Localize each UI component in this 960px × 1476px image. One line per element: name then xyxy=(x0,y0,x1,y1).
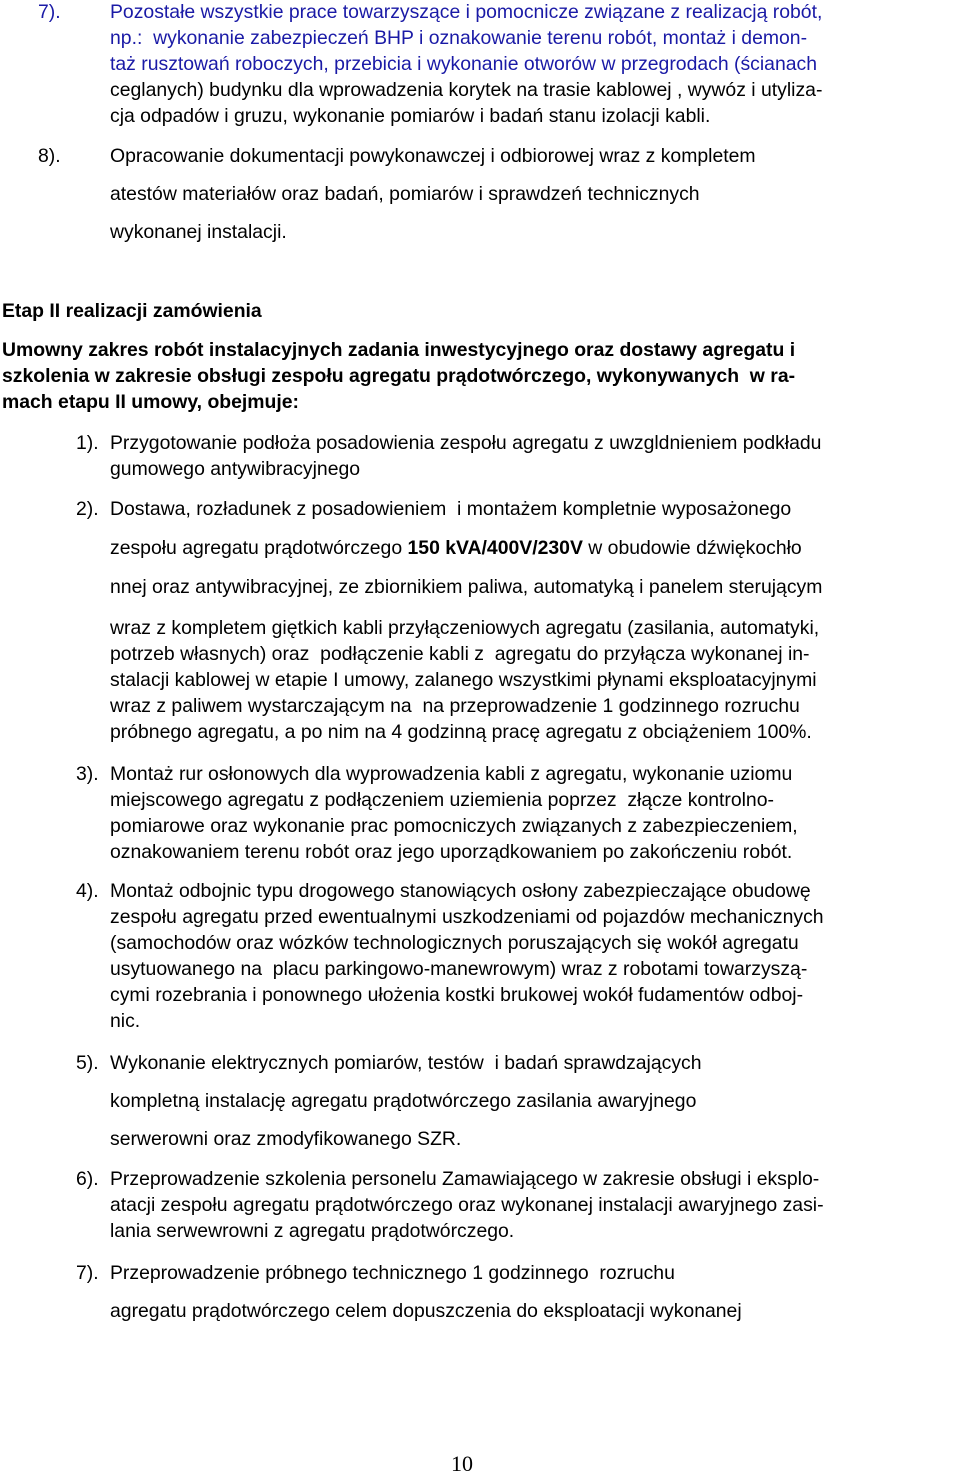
item-text-line: miejscowego agregatu z podłączeniem uziemienia poprzez złącze kontrolno- xyxy=(110,789,774,811)
item-text-line: gumowego antywibracyjnego xyxy=(110,458,361,480)
item-text-line: atestów materiałów oraz badań, pomiarów i sprawdzeń technicznych xyxy=(110,183,700,205)
scope-text-line: Umowny zakres robót instalacyjnych zadania inwestycyjnego oraz dostawy agregatu i xyxy=(2,339,796,361)
item-number: 7). xyxy=(38,1,61,23)
item-text-line: nic. xyxy=(110,1010,141,1032)
item-number: 8). xyxy=(38,145,61,167)
item-number: 4). xyxy=(76,880,99,902)
item-text-line: próbnego agregatu, a po nim na 4 godzinną pracę agregatu z obciążeniem 100%. xyxy=(110,721,812,743)
item-text-line: pomiarowe oraz wykonanie prac pomocniczych związanych z zabezpieczeniem, xyxy=(110,815,798,837)
item-number: 5). xyxy=(76,1052,99,1074)
item-text-line: (samochodów oraz wózków technologicznych poruszających się wokół agregatu xyxy=(110,932,799,954)
item-number: 3). xyxy=(76,763,99,785)
item-text-line: oznakowaniem terenu robót oraz jego uporządkowaniem po zakończeniu robót. xyxy=(110,841,793,863)
item-text-line: Opracowanie dokumentacji powykonawczej i odbiorowej wraz z kompletem xyxy=(110,145,756,167)
item-text-line: Przeprowadzenie szkolenia personelu Zamawiającego w zakresie obsługi i eksplo- xyxy=(110,1168,820,1190)
item-text-line: Dostawa, rozładunek z posadowieniem i montażem kompletnie wyposażonego xyxy=(110,498,792,520)
item-text-line: nnej oraz antywibracyjnej, ze zbiornikiem paliwa, automatyką i panelem sterującym xyxy=(110,576,823,598)
page-number: 10 xyxy=(451,1451,473,1476)
item-text-line: Przygotowanie podłoża posadowienia zespołu agregatu z uwzgldnieniem podkładu xyxy=(110,432,822,454)
item-text-line: cja odpadów i gruzu, wykonanie pomiarów i badań stanu izolacji kabli. xyxy=(110,105,711,127)
item-text-line: wraz z kompletem giętkich kabli przyłączeniowych agregatu (zasilania, automatyki, xyxy=(110,617,820,639)
item-text-line: Montaż odbojnic typu drogowego stanowiących osłony zabezpieczające obudowę xyxy=(110,880,811,902)
item-text-line: wraz z paliwem wystarczającym na na przeprowadzenie 1 godzinnego rozruchu xyxy=(110,695,800,717)
item-text-line: Wykonanie elektrycznych pomiarów, testów i badań sprawdzających xyxy=(110,1052,702,1074)
item-text-line: serwerowni oraz zmodyfikowanego SZR. xyxy=(110,1128,462,1150)
section-heading: Etap II realizacji zamówienia xyxy=(2,300,262,322)
item-text-line: Pozostałe wszystkie prace towarzyszące i pomocnicze związane z realizacją robót, xyxy=(110,1,823,23)
scope-text-line: szkolenia w zakresie obsługi zespołu agregatu prądotwórczego, wykonywanych w ra- xyxy=(2,365,796,387)
item-text-line: kompletną instalację agregatu prądotwórczego zasilania awaryjnego xyxy=(110,1090,697,1112)
item-text-line: agregatu prądotwórczego celem dopuszczenia do eksploatacji wykonanej xyxy=(110,1300,742,1322)
item-text-line: np.: wykonanie zabezpieczeń BHP i oznakowanie terenu robót, montaż i demon- xyxy=(110,27,808,49)
item-text-line: lania serwewrowni z agregatu prądotwórczego. xyxy=(110,1220,515,1242)
item-text-line: Montaż rur osłonowych dla wyprowadzenia kabli z agregatu, wykonanie uziomu xyxy=(110,763,793,785)
item-number: 2). xyxy=(76,498,99,520)
item-text-line: cymi rozebrania i ponownego ułożenia kostki brukowej wokół fudamentów odboj- xyxy=(110,984,804,1006)
item-text-line: atacji zespołu agregatu prądotwórczego oraz wykonanej instalacji awaryjnego zasi- xyxy=(110,1194,824,1216)
item-text-line: usytuowanego na placu parkingowo-manewrowym) wraz z robotami towarzyszą- xyxy=(110,958,808,980)
item-text-line: potrzeb własnych) oraz podłączenie kabli z agregatu do przyłącza wykonanej in- xyxy=(110,643,810,665)
item-text-line: zespołu agregatu przed ewentualnymi uszkodzeniami od pojazdów mechanicznych xyxy=(110,906,824,928)
item-number: 1). xyxy=(76,432,99,454)
scope-text-line: mach etapu II umowy, obejmuje: xyxy=(2,391,300,413)
item-number: 6). xyxy=(76,1168,99,1190)
item-text-line: ceglanych) budynku dla wprowadzenia korytek na trasie kablowej , wywóz i utyliza- xyxy=(110,79,823,101)
item-text-line-rich: zespołu agregatu prądotwórczego 150 kVA/400V/230V w obudowie dźwiękochło xyxy=(110,537,802,559)
item-text-line: stalacji kablowej w etapie I umowy, zalanego wszystkimi płynami eksploatacyjnymi xyxy=(110,669,817,691)
item-text-line: Przeprowadzenie próbnego technicznego 1 godzinnego rozruchu xyxy=(110,1262,675,1284)
item-text-line: wykonanej instalacji. xyxy=(110,221,287,243)
item-number: 7). xyxy=(76,1262,99,1284)
item-text-line: taż rusztowań roboczych, przebicia i wykonanie otworów w przegrodach (ścianach xyxy=(110,53,818,75)
